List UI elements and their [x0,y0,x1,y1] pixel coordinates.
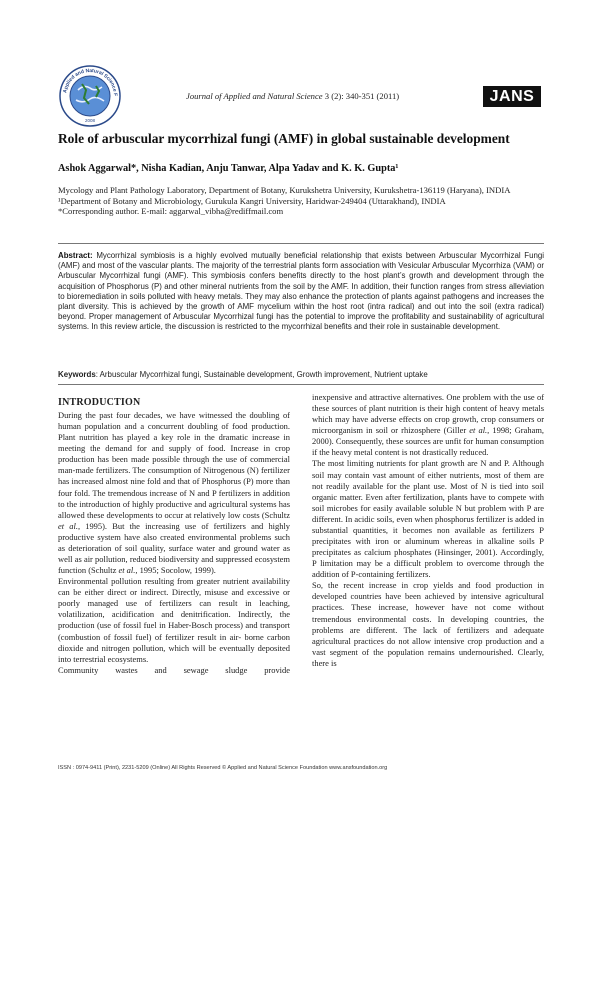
svg-text:Applied and Natural Science Fo: Applied and Natural Science F [62,67,119,97]
affiliation-2: ¹Department of Botany and Microbiology, Gurukula Kangri University, Haridwar-249404 (Uttarakhand), INDIA [58,195,446,206]
abstract-text: Mycorrhizal symbiosis is a highly evolved mutually beneficial relationship that exists between Arbuscular Mycorrhizal Fungi (AMF) and most of the vascular plants. The majority of the terrestrial plants form association with Vesicular Arbuscular Mycorrhiza (VAM) or Arbuscular Mycorrhizal fungi (AMF). This symbiosis confers benefits directly to the host plant’s growth and development through the acquisition of Phosphorus (P) and other mineral nutrients from the soil by the AMF. In addition, their function ranges from stress alleviation to bioremediation in soils polluted with heavy metals. They may also enhance the protection of plants against pathogens and increases the plant diversity. This is achieved by the growth of AMF mycelium within the host root (intra radical) and out into the soil (extra radical) beyond. Proper management of Arbuscular Mycorrhizal fungi has the potential to improve the profitability and sustainability of agricultural systems. In this review article, the discussion is restricted to the mycorrhizal benefits and their role in sustainable development. [58,251,544,332]
paragraph: Environmental pollution resulting from greater nutrient availability can be either direct or indirect. Directly, misuse and excessive or poorly managed use of fertilizers can result in leaching, volatilization, acidification and denitrification. Indirectly, the production (use of fossil fuel in Haber-Bosch process) and transport (combustion of fossil fuel) of fertilizer result in air- borne carbon dioxide and nitrogen pollution, which will be eventually deposited into terrestrial ecosystems. [58,576,290,664]
abstract-label: Abstract: [58,251,93,260]
keywords [58,370,544,379]
keywords-text: : Arbuscular Mycorrhizal fungi, Sustainable development, Growth improvement, Nutrient uptake [95,370,428,379]
svg-text:2008: 2008 [84,118,96,123]
keywords-label: Keywords [58,370,96,379]
footer-copyright: ISSN : 0974-9411 (Print), 2231-5209 (Online) All Rights Reserved © Applied and Natural Science Foundation www.ansfoundation.org [58,765,388,771]
foundation-logo [58,64,122,128]
affiliations [58,185,544,217]
divider-bottom [58,384,544,385]
abstract [58,251,544,333]
paragraph: During the past four decades, we have witnessed the doubling of human population and a concurrent doubling of food production. Plant nutrition has played a key role in the dramatic increase in meeting the demand for and supply of food. Increase in crop production has been made possible through the use of commercial man-made fertilizers. The consumption of Nitrogenous (N) fertilizer has increased almost nine fold and that of Phosphorus (P) more than four fold. The tremendous increase of N and P fertilizers in addition to the introduction of highly productive and agricultural systems has allowed these developments to occur at relatively low costs (Schultz et al., 1995). But the increasing use of fertilizers and highly productive system have also created environmental problems such as deterioration of soil quality, surface water and ground water as well as air pollution, reduced biodiversity and suppressed ecosystem function (Schultz et al., 1995; Socolow, 1999). [58,410,291,576]
paragraph: So, the recent increase in crop yields and food production in developed countries have been achieved by intensive agricultural practices. These increase, however have not come without tremendous environmental costs. In developing countries, the problems are different. The lack of fertilizers and adequate agricultural practices do not allow intensive crop production and a vast segment of the population remains undernourished. Clearly, there is [312,580,544,668]
body-column-left [58,397,290,676]
paragraph: Community wastes and sewage sludge provide [58,664,290,675]
paragraph: The most limiting nutrients for plant growth are N and P. Although soil may contain vast amount of either nutrients, most of them are not readily available for the plant use. Most of N is tied into soil organic matter. Even after fertilization, plants have to compete with soil microbes for easily available soluble N but problem with P are different. In acidic soils, even when phosphorus fertilizer is added in substantial quantities, it becomes non available as fertilizers P precipitates with iron or aluminum whereas in alkaline soils P precipitates as calcium phosphates (Hinsinger, 2001). Accordingly, P limitation may be a difficult problem to overcome through the addition of P-containing fertilizers. [312,458,544,580]
author-list: Ashok Aggarwal*, Nisha Kadian, Anju Tanwar, Alpa Yadav and K. K. Gupta¹ [58,163,399,174]
journal-volume: 3 (2): 340-351 (2011) [324,91,400,101]
article-title: Role of arbuscular mycorrhizal fungi (AMF) in global sustainable development [58,131,510,146]
paragraph: inexpensive and attractive alternatives. One problem with the use of these sources of plant nutrition is their high content of heavy metals which may have adverse effects on crop growth, crop consumers or microorganism in soil or rhizosphere (Giller et al., 1998; Graham, 2000). Consequently, these sources are unfit for human consumption if the heavy metal content is not drastically reduced. [312,392,545,458]
journal-citation [186,91,399,101]
jans-badge: JANS [483,86,541,107]
divider-top [58,243,544,244]
corresponding-author: *Corresponding author. E-mail: aggarwal_vibha@rediffmail.com [58,206,284,217]
affiliation-1: Mycology and Plant Pathology Laboratory, Department of Botany, Kurukshetra University, Kurukshetra-136119 (Haryana), INDIA [58,185,511,195]
journal-name: Journal of Applied and Natural Science [186,91,323,101]
section-heading-introduction: INTRODUCTION [58,397,141,408]
body-column-right [312,392,544,669]
